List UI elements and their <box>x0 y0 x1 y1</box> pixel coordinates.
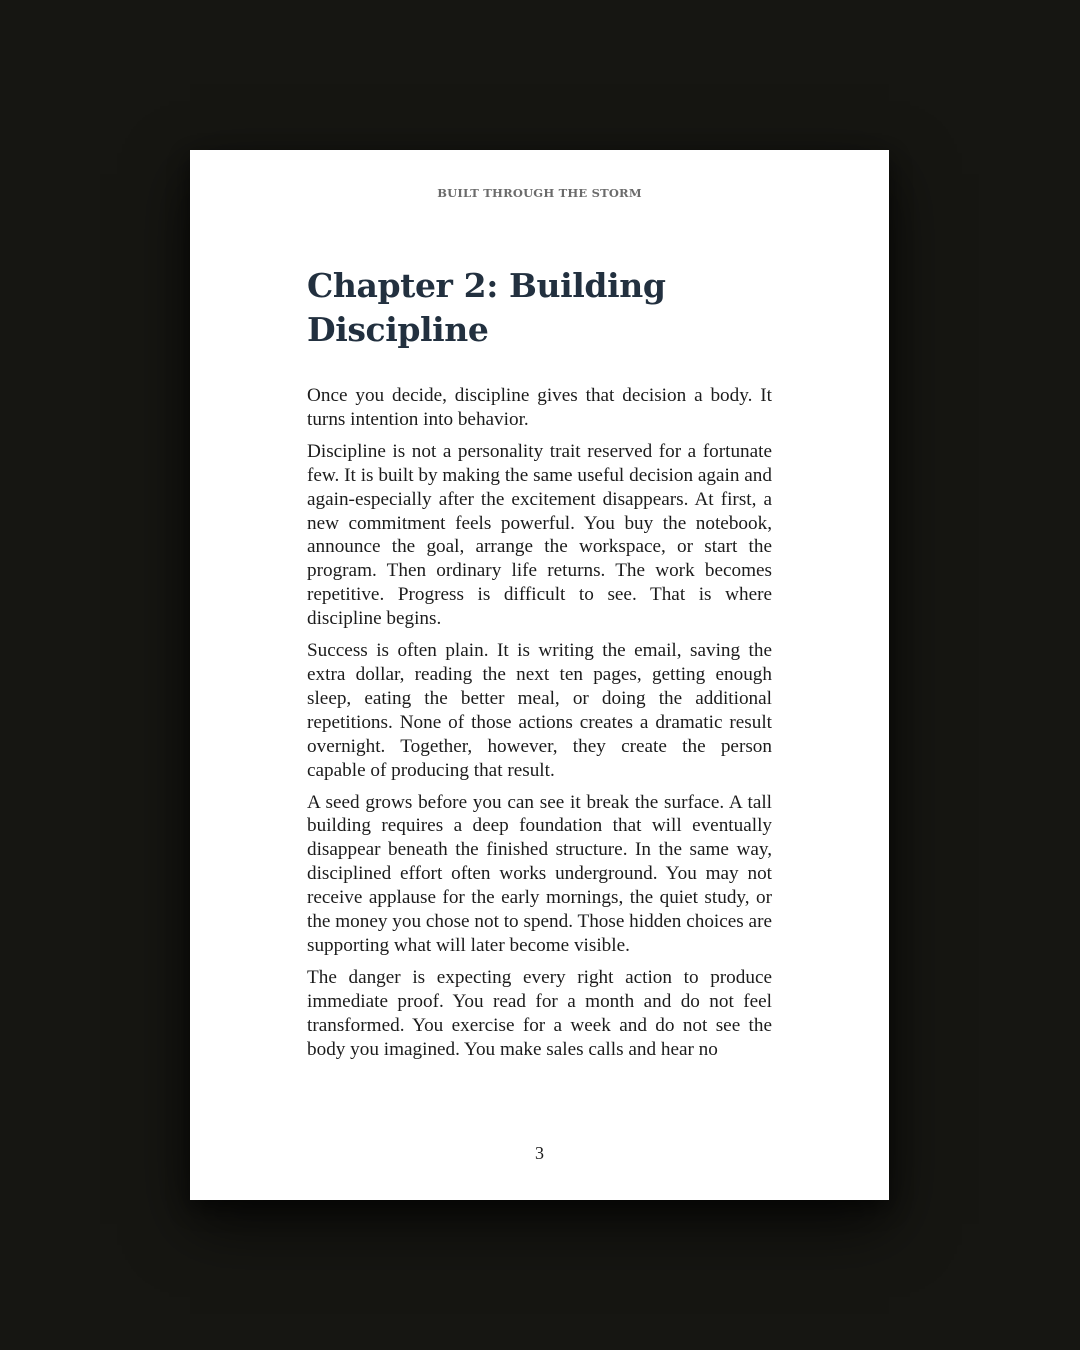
paragraph: A seed grows before you can see it break the surface. A tall building requires a deep foundation that will eventually disappear beneath the finished structure. In the same way, disciplined effort often works underground. You may not receive applause for the early mornings, the quiet study, or the money you chose not to spend. Those hidden choices are supporting what will later become visible. <box>307 791 772 956</box>
body-text <box>307 384 772 1088</box>
paragraph: Success is often plain. It is writing the email, saving the extra dollar, reading the next ten pages, getting enough sleep, eating the better meal, or doing the additional repetitions. None of those actions creates a dramatic result overnight. Together, however, they create the person capable of producing that result. <box>307 640 772 781</box>
page-content <box>307 264 772 1088</box>
page-number: 3 <box>535 1143 544 1163</box>
chapter-title <box>307 264 772 352</box>
paragraph: The danger is expecting every right action to produce immediate proof. You read for a month and do not feel transformed. You exercise for a week and do not see the body you imagined. You make sales calls and hear no <box>307 966 772 1060</box>
book-page <box>190 150 889 1200</box>
chapter-title-line-1: Chapter 2: Building <box>307 266 666 305</box>
running-header: BUILT THROUGH THE STORM <box>437 186 642 200</box>
paragraph: Discipline is not a personality trait reserved for a fortunate few. It is built by making the same useful decision again and again-especially after the excitement disappears. At first, a new commitment feels powerful. You buy the notebook, announce the goal, arrange the workspace, or start the program. Then ordinary life returns. The work becomes repetitive. Progress is difficult to see. That is where discipline begins. <box>307 440 772 630</box>
chapter-title-line-2: Discipline <box>307 310 489 349</box>
paragraph: Once you decide, discipline gives that decision a body. It turns intention into behavior. <box>307 385 772 430</box>
